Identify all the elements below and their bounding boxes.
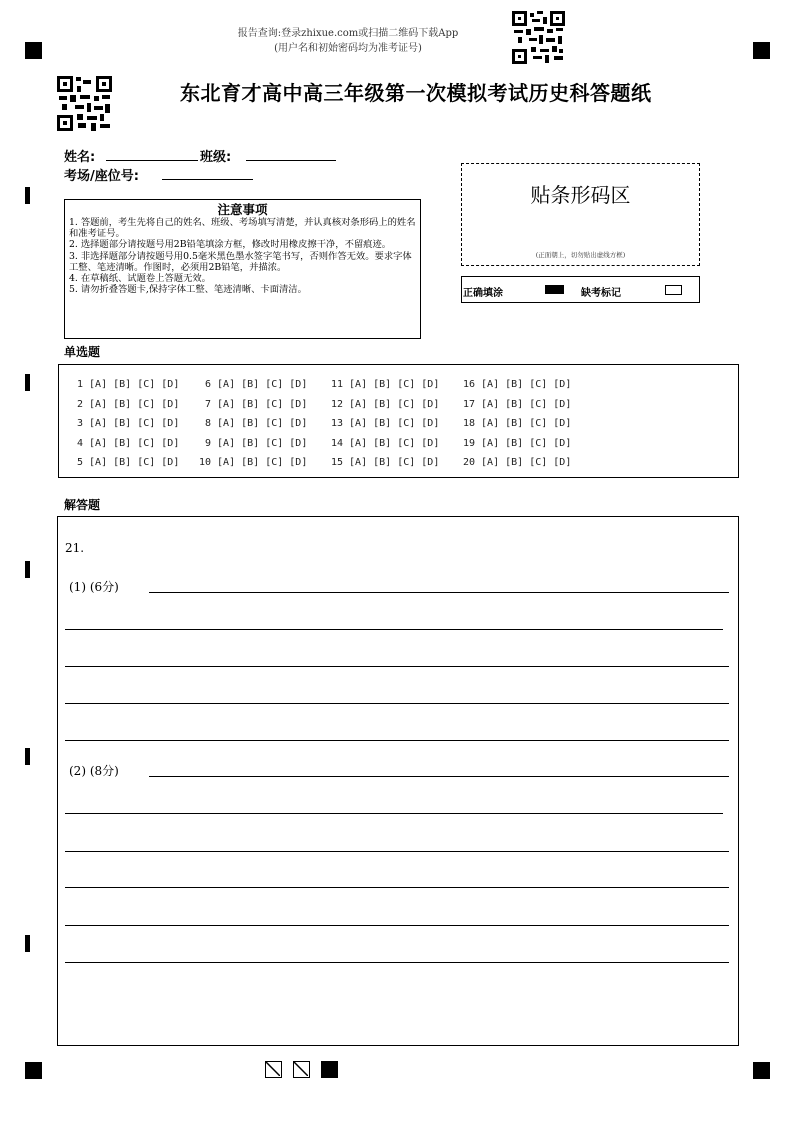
seat-label: 考场/座位号:: [64, 169, 139, 184]
page-mark-crossed-icon: [293, 1061, 310, 1078]
missing-mark-label: 缺考标记: [581, 288, 621, 299]
choice-row[interactable]: 19 [A] [B] [C] [D]: [462, 437, 572, 449]
app-qr-code-icon[interactable]: [512, 11, 565, 64]
answer-box: [57, 516, 739, 1046]
choice-row[interactable]: 15 [A] [B] [C] [D]: [330, 457, 440, 468]
barcode-area-title: 贴条形码区: [530, 183, 631, 207]
page-mark-crossed-icon: [265, 1061, 282, 1078]
page-mark-filled-icon: [321, 1061, 338, 1078]
class-label: 班级:: [200, 150, 232, 165]
notice-title: 注意事项: [217, 202, 268, 217]
side-mark: [25, 935, 30, 952]
choice-column: [327, 377, 439, 475]
choice-row[interactable]: 3 [A] [B] [C] [D]: [76, 418, 180, 429]
choice-row[interactable]: 10 [A] [B] [C] [D]: [198, 457, 308, 468]
notice-item: 4. 在草稿纸、试题卷上答题无效。: [69, 273, 211, 285]
class-field[interactable]: [246, 160, 336, 161]
choice-row[interactable]: 2 [A] [B] [C] [D]: [76, 398, 180, 410]
answer-line[interactable]: [65, 887, 729, 888]
answer-line[interactable]: [65, 962, 729, 963]
choice-column: [459, 377, 571, 475]
question-number: 21.: [65, 541, 85, 555]
page-title: 东北育才高中高三年级第一次模拟考试历史科答题纸: [180, 81, 652, 105]
notice-item: 3. 非选择题部分请按题号用0.5毫米黑色墨水签字笔书写，否则作答无效。要求字体工整、笔迹清晰。作图时，必须用2B铅笔，并描浓。: [69, 250, 412, 273]
name-label: 姓名:: [64, 150, 96, 165]
answer-line[interactable]: [65, 629, 723, 630]
choice-row[interactable]: 5 [A] [B] [C] [D]: [76, 457, 180, 468]
corner-mark-top-right: [753, 42, 770, 59]
answer-line[interactable]: [65, 925, 729, 926]
choice-row[interactable]: 17 [A] [B] [C] [D]: [462, 398, 572, 410]
side-mark: [25, 748, 30, 765]
answer-line[interactable]: [65, 703, 729, 704]
choice-row[interactable]: 18 [A] [B] [C] [D]: [462, 418, 572, 429]
corner-mark-bottom-left: [25, 1062, 42, 1079]
choice-row[interactable]: 12 [A] [B] [C] [D]: [330, 398, 440, 410]
answer-line[interactable]: [65, 740, 729, 741]
barcode-area-note: (正面朝上，切勿贴出虚线方框): [535, 251, 626, 259]
single-choice-title: 单选题: [64, 345, 101, 359]
login-hint-text: (用户名和初始密码均为准考证号): [274, 43, 422, 54]
corner-mark-top-left: [25, 42, 42, 59]
report-query-text: 报告查询:登录zhixue.com或扫描二维码下载App: [237, 28, 459, 39]
notice-item: 2. 选择题部分请按题号用2B铅笔填涂方框，修改时用橡皮擦干净，不留痕迹。: [69, 239, 392, 251]
choice-row[interactable]: 6 [A] [B] [C] [D]: [204, 379, 308, 390]
corner-mark-bottom-right: [753, 1062, 770, 1079]
answer-line[interactable]: [149, 776, 729, 777]
barcode-area: [461, 163, 700, 266]
part2-label: (2) (8分): [69, 764, 119, 778]
missing-mark-checkbox[interactable]: [665, 285, 682, 295]
side-mark: [25, 374, 30, 391]
choice-row[interactable]: 7 [A] [B] [C] [D]: [204, 398, 308, 410]
answer-line[interactable]: [65, 851, 729, 852]
name-field[interactable]: [106, 160, 198, 161]
fill-example-box: [461, 276, 700, 303]
choice-row[interactable]: 1 [A] [B] [C] [D]: [76, 379, 180, 390]
correct-fill-sample-icon: [545, 285, 564, 294]
notice-box: [64, 199, 421, 339]
choice-row[interactable]: 8 [A] [B] [C] [D]: [204, 418, 308, 429]
choice-row[interactable]: 9 [A] [B] [C] [D]: [204, 437, 308, 449]
notice-item: 5. 请勿折叠答题卡,保持字体工整、笔迹清晰、卡面清洁。: [69, 284, 307, 296]
answer-line[interactable]: [65, 813, 723, 814]
side-mark: [25, 561, 30, 578]
part1-label: (1) (6分): [69, 580, 119, 594]
correct-fill-label: 正确填涂: [463, 288, 503, 299]
choice-row[interactable]: 16 [A] [B] [C] [D]: [462, 379, 572, 390]
notice-item: 1. 答题前，考生先将自己的姓名、班级、考场填写清楚，并认真核对条形码上的姓名和准考证号。: [69, 217, 416, 240]
answer-line[interactable]: [149, 592, 729, 593]
student-qr-code-icon: [57, 76, 112, 131]
answer-line[interactable]: [65, 666, 729, 667]
choice-row[interactable]: 20 [A] [B] [C] [D]: [462, 457, 572, 468]
choice-row[interactable]: 4 [A] [B] [C] [D]: [76, 437, 180, 449]
seat-field[interactable]: [162, 179, 253, 180]
single-choice-box: [58, 364, 739, 478]
choice-row[interactable]: 13 [A] [B] [C] [D]: [330, 418, 440, 429]
choice-row[interactable]: 11 [A] [B] [C] [D]: [330, 379, 440, 390]
choice-column: [195, 377, 307, 475]
side-mark: [25, 187, 30, 204]
answer-section-title: 解答题: [64, 498, 101, 512]
choice-row[interactable]: 14 [A] [B] [C] [D]: [330, 437, 440, 449]
choice-column: [67, 377, 179, 475]
